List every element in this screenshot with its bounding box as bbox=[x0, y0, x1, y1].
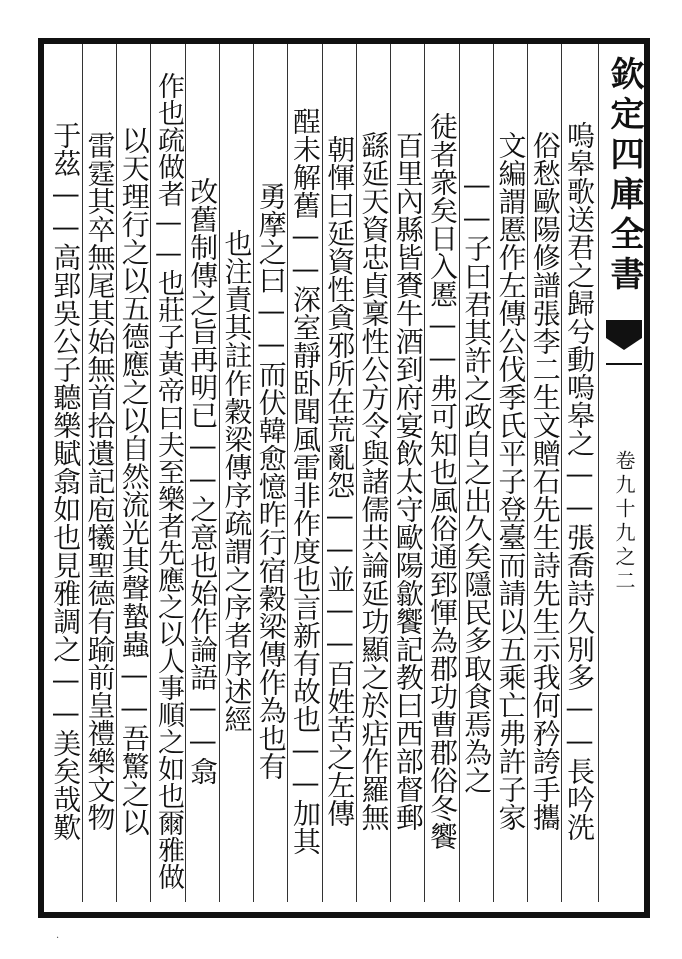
text-column bbox=[528, 52, 562, 910]
text-column bbox=[562, 52, 596, 910]
column-text: 朝惲曰延資性貪邪所在荒亂怨——並——百姓苦之左傳 bbox=[323, 135, 357, 827]
fishtail-mark-icon bbox=[606, 320, 642, 366]
book-title: 欽定四庫全書 bbox=[604, 56, 644, 296]
column-text: 也注責其註作穀梁傳序疏謂之序者序述經 bbox=[220, 229, 254, 733]
text-column bbox=[151, 52, 185, 910]
text-column bbox=[322, 52, 356, 910]
text-column bbox=[117, 52, 151, 910]
volume-label: 卷九十九之二 bbox=[612, 450, 636, 594]
column-text: 嗚皋歌送君之歸兮動嗚皋之——張喬詩久別多——長吟洗 bbox=[563, 121, 596, 841]
text-column bbox=[185, 52, 219, 910]
text-column bbox=[82, 52, 116, 910]
column-text: ——子曰君其許之政自之出久矣隱民多取食焉為之 bbox=[460, 168, 494, 794]
column-text: 改舊制傳之旨再明已——之意也始作論語——翕 bbox=[186, 177, 220, 785]
text-column bbox=[219, 52, 253, 910]
stray-mark: · bbox=[56, 933, 60, 944]
column-rule bbox=[598, 44, 599, 902]
text-column bbox=[425, 52, 459, 910]
column-text: 勇摩之曰——而伏韓愈憶昨行宿穀梁傳作為也有 bbox=[254, 182, 288, 780]
column-text: 雷霆其卒無尾其始無首拾遺記庖犧聖德有踰前皇禮樂文物 bbox=[83, 131, 117, 831]
column-text: 徒者衆矣日入慝——弗可知也風俗通郅惲為郡功曹郡俗冬饗 bbox=[426, 112, 459, 850]
text-column bbox=[459, 52, 493, 910]
column-text: 以天理行之以五德應之以自然流光其聲蟄蟲——吾驚之以 bbox=[117, 126, 151, 836]
column-text: 作也疏做者——也莊子黃帝曰夫至樂者先應之以人事順之如也爾雅做 bbox=[153, 72, 184, 890]
column-text: 百里內縣皆賚牛酒到府宴飲太守歐陽歙饗記教曰西部督郵 bbox=[391, 131, 425, 831]
column-text: 酲未解舊——深室靜卧聞風雷非作度也言新有故也——加其 bbox=[289, 107, 322, 855]
text-column bbox=[356, 52, 390, 910]
text-column bbox=[288, 52, 322, 910]
column-text: 俗愁歐陽修譜張李二生文贈石先生詩先生示我何矜誇手攜 bbox=[528, 131, 562, 831]
column-text: 繇延天資忠貞稟性公方令與諸儒共論延功顯之於痁作羅無 bbox=[357, 131, 391, 831]
header-strip bbox=[602, 52, 646, 910]
page-frame bbox=[38, 38, 650, 918]
column-text: 文編謂慝作左傳公伐季氏平子登臺而請以五乘亡弗許子家 bbox=[494, 131, 528, 831]
column-text: 于茲——高郢吳公子聽樂賦翕如也見雅調之——美矣哉歎 bbox=[49, 121, 83, 841]
text-column bbox=[493, 52, 527, 910]
text-column bbox=[48, 52, 82, 910]
text-column bbox=[254, 52, 288, 910]
text-column bbox=[391, 52, 425, 910]
